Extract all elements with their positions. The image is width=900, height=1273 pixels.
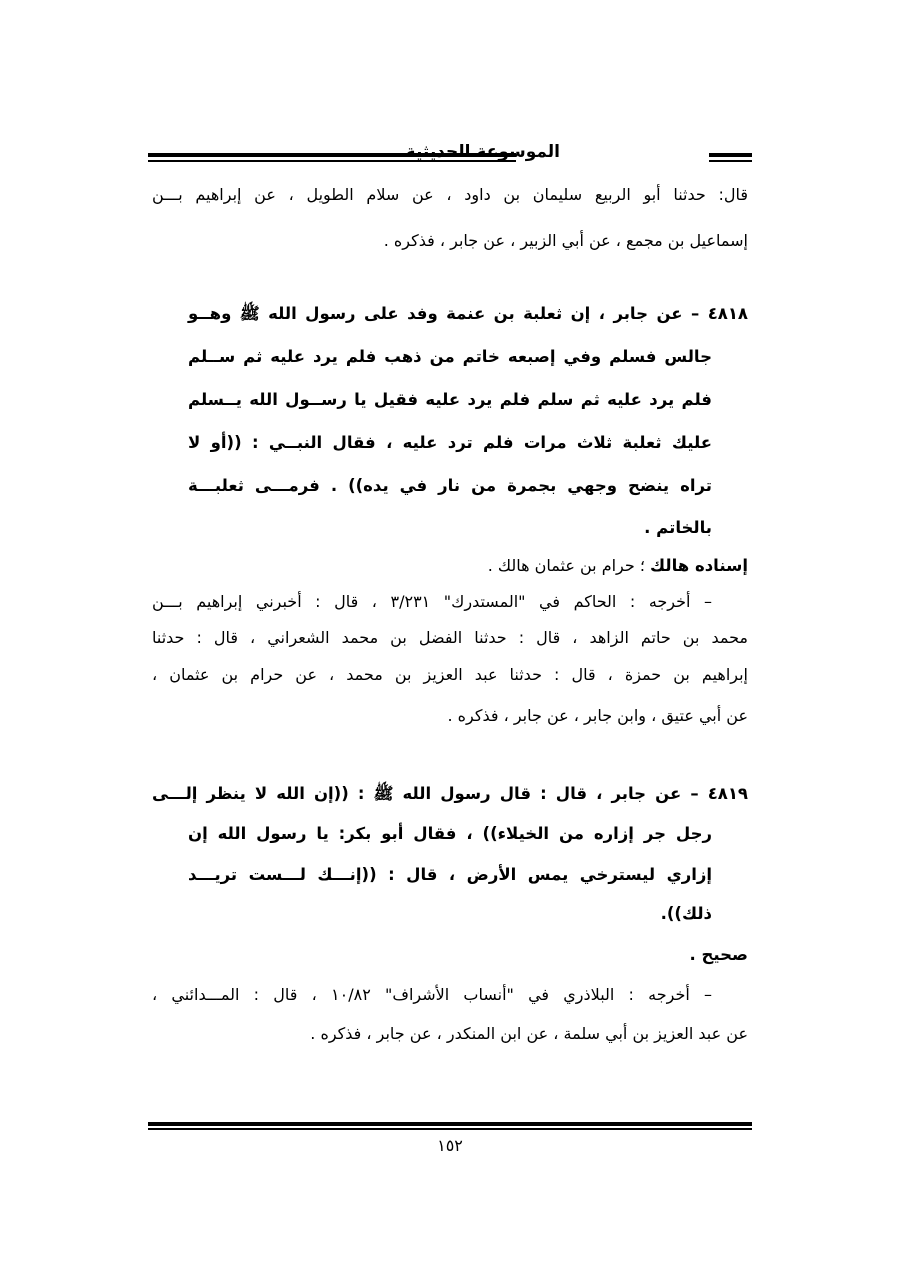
hadith-4819-line-3: إزاري ليسترخي يمس الأرض ، قال : ((إنـــك لـــست تريـــد bbox=[188, 865, 712, 884]
takhrij-4819-line-2: عن عبد العزيز بن أبي سلمة ، عن ابن المنكدر ، عن جابر ، فذكره . bbox=[310, 1024, 748, 1043]
takhrij-4818-line-4: عن أبي عتيق ، وابن جابر ، عن جابر ، فذكره . bbox=[447, 706, 748, 725]
footer-rule bbox=[148, 1122, 752, 1130]
grading-4818 bbox=[488, 555, 748, 577]
takhrij-4818-line-1: – أخرجه : الحاكم في "المستدرك" ٣/٢٣١ ، قال : أخبرني إبراهيم بـــن bbox=[152, 592, 712, 611]
page-number: ١٥٢ bbox=[437, 1136, 463, 1155]
hadith-4818-line-1: ٤٨١٨ – عن جابر ، إن ثعلبة بن عنمة وفد على رسول الله ﷺ وهــو bbox=[188, 304, 748, 323]
grading-4818-reason: ؛ حرام بن عثمان هالك . bbox=[487, 556, 651, 575]
takhrij-4818-line-3: إبراهيم بن حمزة ، قال : حدثنا عبد العزيز بن محمد ، عن حرام بن عثمان ، bbox=[152, 665, 748, 684]
hadith-4818-line-5: تراه ينضح وجهي بجمرة من نار في يده)) . فرمـــى ثعلبـــة bbox=[188, 476, 712, 495]
takhrij-4818-line-2: محمد بن حاتم الزاهد ، قال : حدثنا الفضل بن محمد الشعراني ، قال : حدثنا bbox=[152, 628, 748, 647]
hadith-4818-line-2: جالس فسلم وفي إصبعه خاتم من ذهب فلم يرد عليه ثم ســلم bbox=[188, 347, 712, 366]
hadith-4819-line-2: رجل جر إزاره من الخيلاء)) ، فقال أبو بكر: يا رسول الله إن bbox=[188, 824, 712, 843]
hadith-4819-line-4: ذلك)). bbox=[660, 904, 712, 923]
intro-line-1: قال: حدثنا أبو الربيع سليمان بن داود ، عن سلام الطويل ، عن إبراهيم بـــن bbox=[152, 185, 748, 204]
takhrij-4819-line-1: – أخرجه : البلاذري في "أنساب الأشراف" ١٠/٨٢ ، قال : المـــدائني ، bbox=[152, 985, 712, 1004]
hadith-4819-line-1: ٤٨١٩ – عن جابر ، قال : قال رسول الله ﷺ : ((إن الله لا ينظر إلـــى bbox=[152, 784, 748, 803]
intro-line-2: إسماعيل بن مجمع ، عن أبي الزبير ، عن جابر ، فذكره . bbox=[383, 231, 748, 250]
header-rule-long bbox=[148, 153, 516, 162]
hadith-4818-line-6: بالخاتم . bbox=[644, 518, 712, 537]
grading-4819: صحيح . bbox=[689, 945, 748, 964]
header-title: الموسوعة الحديثية bbox=[405, 142, 560, 162]
hadith-4818-line-3: فلم يرد عليه ثم سلم فلم يرد عليه فقيل يا رســول الله يــسلم bbox=[188, 390, 712, 409]
hadith-4818-line-4: عليك ثعلبة ثلاث مرات فلم ترد عليه ، فقال النبــي : ((أو لا bbox=[188, 433, 712, 452]
grading-4818-verdict: إسناده هالك bbox=[650, 556, 748, 575]
header-rule-short bbox=[709, 153, 752, 162]
page-header bbox=[148, 140, 752, 170]
